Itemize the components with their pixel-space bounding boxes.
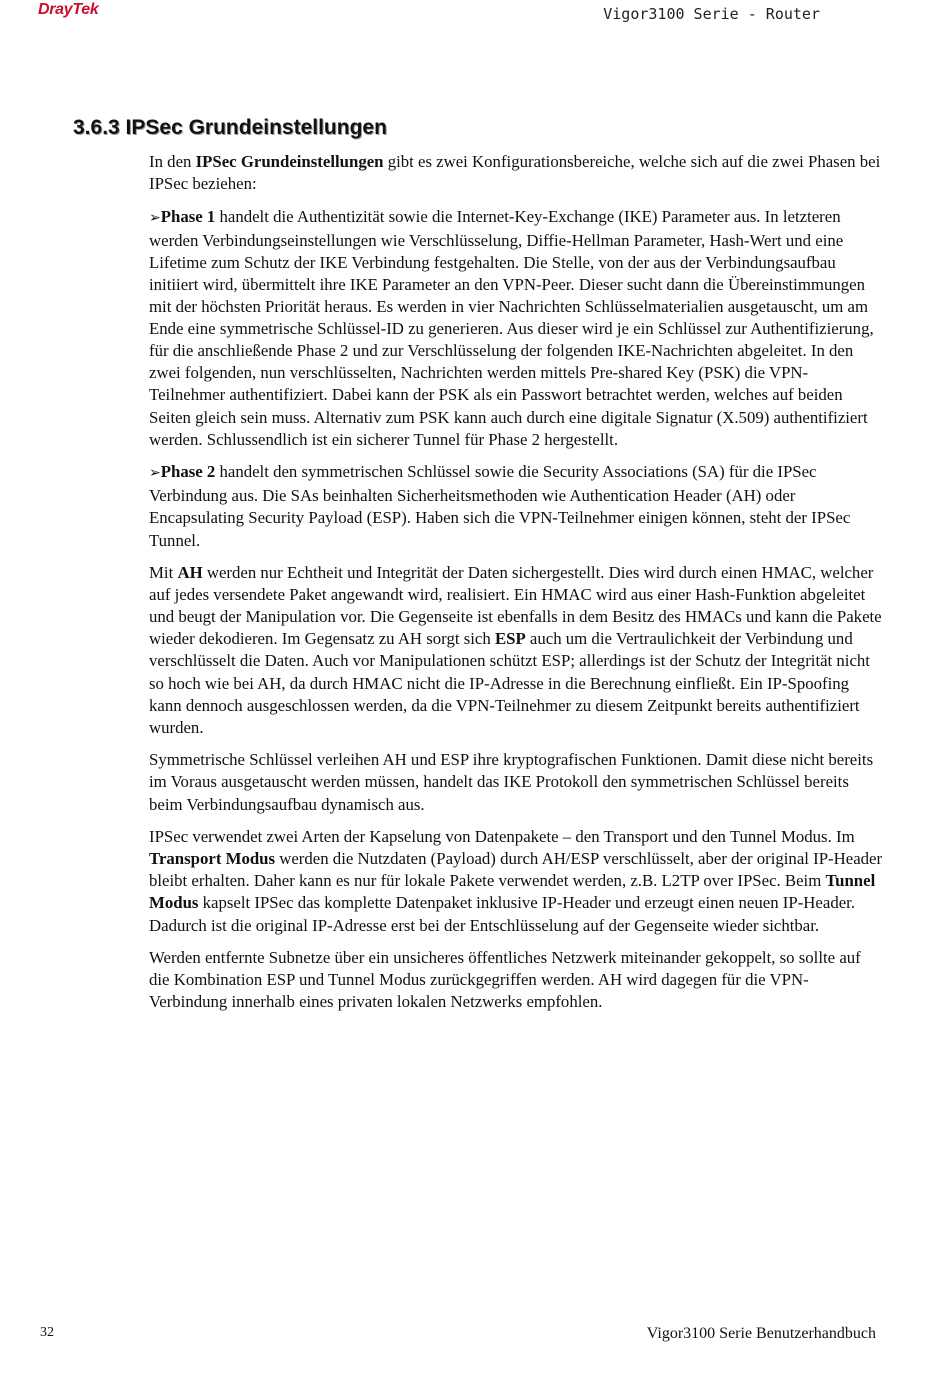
ah-esp-paragraph: Mit AH werden nur Echtheit und Integrität der Daten sichergestellt. Dies wird durch einen HMAC, welcher auf jedes versendete Paket angewandt wird, realisiert. Ein HMAC wird aus einer Hash-Funktion abgeleitet und beugt der Manipulation vor. Die Gegenseite ist ebenfalls in dem Besitz des HMACs und kann die Pakete wieder dekodieren. Im Gegensatz zu AH sorgt sich ESP auch um die Vertraulichkeit der Verbindung und verschlüsselt die Daten. Auch vor Manipulationen schützt ESP; allerdings ist der Schutz der Integrität nicht so hoch wie bei AH, da durch HMAC nicht die IP-Adresse in die Berechnung einfließt. Ein IP-Spoofing kann dennoch ausgeschlossen werden, da die VPN-Teilnehmer zu diesem Zeitpunkt bereits authentifiziert wurden. [149, 563, 882, 737]
arrow-bullet-icon: ➢ [149, 466, 161, 482]
section-title: 3.6.3 IPSec Grundeinstellungen [73, 116, 387, 139]
footer-manual-title: Vigor3100 Serie Benutzerhandbuch [646, 1325, 876, 1342]
symmetric-key-paragraph: Symmetrische Schlüssel verleihen AH und ESP ihre kryptografischen Funktionen. Damit diese nicht bereits im Voraus ausgetauscht werden müssen, handelt das IKE Protokoll den symmetrischen Schlüssel bereits beim Verbindungsaufbau dynamisch aus. [149, 750, 874, 814]
arrow-bullet-icon: ➢ [149, 210, 161, 226]
recommendation-paragraph: Werden entfernte Subnetze über ein unsicheres öffentliches Netzwerk miteinander gekoppelt, so sollte auf die Kombination ESP und Tunnel Modus zurückgegriffen werden. AH wird dagegen für die VPN-Verbindung innerhalb eines privaten lokalen Netzwerks empfohlen. [149, 948, 861, 1012]
intro-paragraph: In den IPSec Grundeinstellungen gibt es zwei Konfigurationsbereiche, welche sich auf die zwei Phasen bei IPSec beziehen: [149, 152, 881, 194]
document-body [149, 151, 884, 1024]
phase2-paragraph: ➢Phase 2 handelt den symmetrischen Schlüssel sowie die Security Associations (SA) für die IPSec Verbindung aus. Die SAs beinhalten Sicherheitsmethoden wie Authentication Header (AH) oder Encapsulating Security Payload (ESP). Haben sich die VPN-Teilnehmer einigen können, steht der IPSec Tunnel. [149, 462, 851, 550]
draytek-logo: DrayTek [38, 1, 99, 18]
phase1-paragraph: ➢Phase 1 handelt die Authentizität sowie die Internet-Key-Exchange (IKE) Parameter aus. In letzteren werden Verbindungseinstellungen wie Verschlüsselung, Diffie-Hellman Parameter, Hash-Wert und eine Lifetime zum Schutz der IKE Verbindung festgehalten. Die Stelle, von der aus der Verbindungsaufbau initiiert wird, übermittelt ihre IKE Parameter an den VPN-Peer. Dieser sucht dann die Übereinstimmungen mit der höchsten Priorität heraus. Es werden in vier Nachrichten Schlüsselmaterialien ausgetauscht, um am Ende eine symmetrische Schlüssel-ID zu generieren. Aus dieser wird je ein Schlüssel zur Authentifizierung, für die anschließende Phase 2 und zur Verschlüsselung der folgenden IKE-Nachrichten abgeleitet. In den zwei folgenden, nun verschlüsselten, Nachrichten werden mittels Pre-shared Key (PSK) die VPN-Teilnehmer authentifiziert. Dabei kann der PSK als ein Passwort betrachtet werden, welches auf beiden Seiten gleich sein muss. Alternativ zum PSK kann auch durch eine digitale Signatur (X.509) authentifiziert werden. Schlussendlich ist ein sicherer Tunnel für Phase 2 hergestellt. [149, 206, 874, 449]
encapsulation-modes-paragraph: IPSec verwendet zwei Arten der Kapselung von Datenpakete – den Transport und den Tunnel Modus. Im Transport Modus werden die Nutzdaten (Payload) durch AH/ESP verschlüsselt, aber der original IP-Header bleibt erhalten. Daher kann es nur für lokale Pakete verwendet werden, z.B. L2TP over IPSec. Beim Tunnel Modus kapselt IPSec das komplette Datenpaket inklusive IP-Header und erzeugt einen neuen IP-Header. Dadurch ist die original IP-Adresse erst bei der Entschlüsselung auf der Gegenseite wieder sichtbar. [149, 827, 883, 935]
page-number: 32 [40, 1325, 54, 1340]
header-product-title: Vigor3100 Serie - Router [603, 5, 820, 23]
